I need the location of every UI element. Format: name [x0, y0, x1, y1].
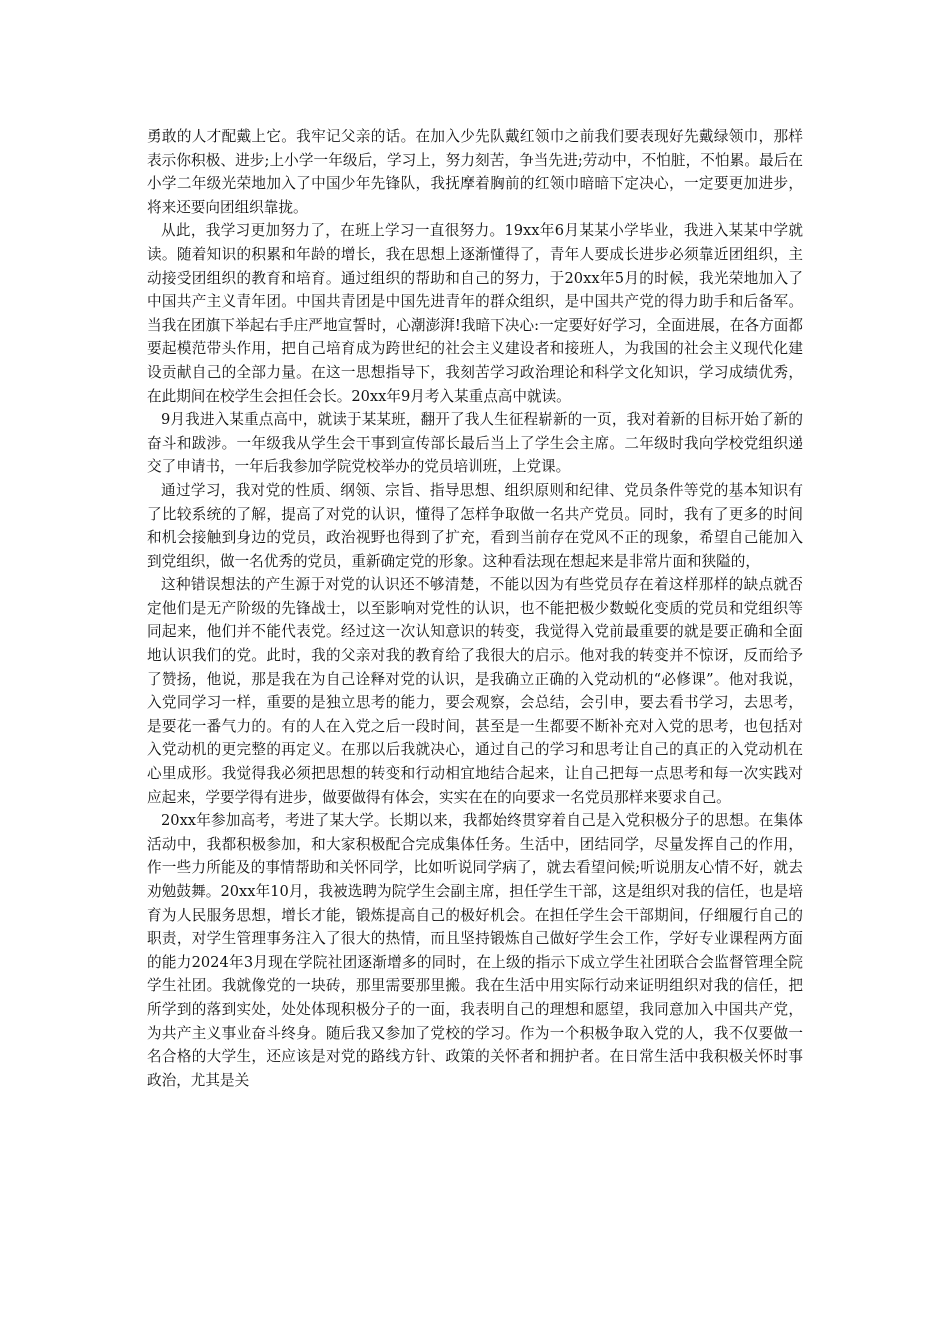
paragraph: 20xx年参加高考，考进了某大学。长期以来，我都始终贯穿着自己是入党积极分子的思想。在集体活动中，我都积极参加，和大家积极配合完成集体任务。生活中，团结同学，尽量发挥自己的作用，作一些力所能及的事情帮助和关怀同学，比如听说同学病了，就去看望问候;听说朋友心情不好，就去劝勉鼓舞。20xx年10月，我被选聘为院学生会副主席，担任学生干部，这是组织对我的信任，也是培育为人民服务思想，增长才能，锻炼提高自己的极好机会。在担任学生会干部期间，仔细履行自己的职责，对学生管理事务注入了很大的热情，而且坚持锻炼自己做好学生会工作，学好专业课程两方面的能力2024年3月现在学院社团逐渐增多的同时，在上级的指示下成立学生社团联合会监督管理全院学生社团。我就像党的一块砖，那里需要那里搬。我在生活中用实际行动来证明组织对我的信任，把所学到的落到实处，处处体现积极分子的一面，我表明自己的理想和愿望，我同意加入中国共产党，为共产主义事业奋斗终身。随后我又参加了党校的学习。作为一个积极争取入党的人，我不仅要做一名合格的大学生，还应该是对党的路线方针、政策的关怀者和拥护者。在日常生活中我积极关怀时事政治，尤其是关 [147, 812, 803, 1089]
paragraph: 从此，我学习更加努力了，在班上学习一直很努力。19xx年6月某某小学毕业，我进入某某中学就读。随着知识的积累和年龄的增长，我在思想上逐渐懂得了，青年人要成长进步必须靠近团组织，主动接受团组织的教育和培育。通过组织的帮助和自己的努力，于20xx年5月的时候，我光荣地加入了中国共产主义青年团。中国共青团是中国先进青年的群众组织，是中国共产党的得力助手和后备军。当我在团旗下举起右手庄严地宣誓时，心潮澎湃!我暗下决心:一定要好好学习，全面进展，在各方面都要起模范带头作用，把自己培育成为跨世纪的社会主义建设者和接班人，为我国的社会主义现代化建设贡献自己的全部力量。在这一思想指导下，我刻苦学习政治理论和科学文化知识，学习成绩优秀，在此期间在校学生会担任会长。20xx年9月考入某重点高中就读。 [147, 222, 803, 405]
paragraph: 这种错误想法的产生源于对党的认识还不够清楚，不能以因为有些党员存在着这样那样的缺点就否定他们是无产阶级的先锋战士，以至影响对党性的认识，也不能把极少数蜕化变质的党员和党组织等同起来，他们并不能代表党。经过这一次认知意识的转变，我觉得入党前最重要的就是要正确和全面地认识我们的党。此时，我的父亲对我的教育给了我很大的启示。他对我的转变并不惊讶，反而给予了赞扬，他说，那是我在为自己诠释对党的认识，是我确立正确的入党动机的“必修课”。他对我说，入党同学习一样，重要的是独立思考的能力，要会观察，会总结，会引申，要去看书学习，去思考，是要花一番气力的。有的人在入党之后一段时间，甚至是一生都要不断补充对入党的思考，也包括对入党动机的更完整的再定义。在那以后我就决心，通过自己的学习和思考让自己的真正的入党动机在心里成形。我觉得我必须把思想的转变和行动相宜地结合起来，让自己把每一点思考和每一次实践对应起来，学要学得有进步，做要做得有体会，实实在在的向要求一名党员那样来要求自己。 [147, 576, 803, 806]
paragraph: 通过学习，我对党的性质、纲领、宗旨、指导思想、组织原则和纪律、党员条件等党的基本知识有了比较系统的了解，提高了对党的认识，懂得了怎样争取做一名共产党员。同时，我有了更多的时间和机会接触到身边的党员，政治视野也得到了扩充，看到当前存在党风不正的现象，希望自己能加入到党组织，做一名优秀的党员，重新确定党的形象。这种看法现在想起来是非常片面和狭隘的， [147, 481, 803, 570]
paragraph: 9月我进入某重点高中，就读于某某班，翻开了我人生征程崭新的一页，我对着新的目标开始了新的奋斗和跋涉。一年级我从学生会干事到宣传部长最后当上了学生会主席。二年级时我向学校党组织递交了申请书，一年后我参加学院党校举办的党员培训班，上党课。 [147, 411, 803, 476]
document-body [147, 125, 803, 1092]
paragraph: 勇敢的人才配戴上它。我牢记父亲的话。在加入少先队戴红领巾之前我们要表现好先戴绿领巾，那样表示你积极、进步;上小学一年级后，学习上，努力刻苦，争当先进;劳动中，不怕脏，不怕累。最后在小学二年级光荣地加入了中国少年先锋队，我抚摩着胸前的红领巾暗暗下定决心，一定要更加进步，将来还要向团组织靠拢。 [147, 128, 803, 216]
